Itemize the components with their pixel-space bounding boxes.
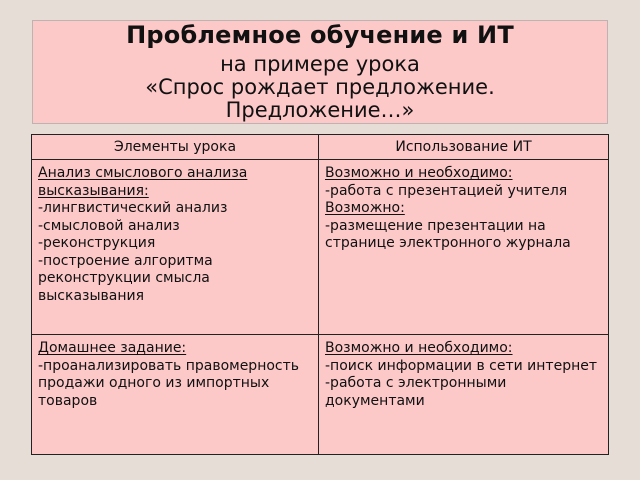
cell-heading: Возможно: (325, 200, 405, 216)
slide-subtitle (33, 53, 607, 122)
cell-body: -размещение презентации на странице электронного журнала (325, 217, 571, 251)
column-header-it-usage: Использование ИТ (395, 139, 532, 155)
cell-body: -работа с презентацией учителя (325, 182, 568, 199)
cell-body: -поиск информации в сети интернет -работа с электронными документами (325, 357, 598, 409)
cell-heading: Домашнее задание: (38, 340, 187, 356)
table-cell (325, 165, 605, 253)
table-cell (325, 340, 605, 410)
lesson-table (31, 134, 609, 455)
row-divider (32, 334, 608, 335)
subtitle-line: «Спрос рождает предложение. (145, 75, 495, 99)
table-cell (38, 165, 314, 305)
column-divider (318, 135, 319, 454)
subtitle-line: на примере урока (220, 52, 420, 76)
cell-heading: Анализ смыслового анализа высказывания: (38, 165, 248, 199)
cell-heading: Возможно и необходимо: (325, 165, 513, 181)
cell-heading: Возможно и необходимо: (325, 340, 513, 356)
cell-body: -проанализировать правомерность продажи одного из импортных товаров (38, 357, 300, 409)
subtitle-line: Предложение…» (225, 98, 415, 122)
table-cell (38, 340, 314, 410)
column-header-lesson-elements: Элементы урока (113, 139, 237, 155)
cell-body: -лингвистический анализ -смысловой анализ -реконструкция -построение алгоритма реконструкции смысла высказывания (38, 200, 228, 304)
row-divider (32, 159, 608, 160)
slide-title: Проблемное обучение и ИТ (126, 21, 514, 49)
title-box (32, 20, 608, 124)
